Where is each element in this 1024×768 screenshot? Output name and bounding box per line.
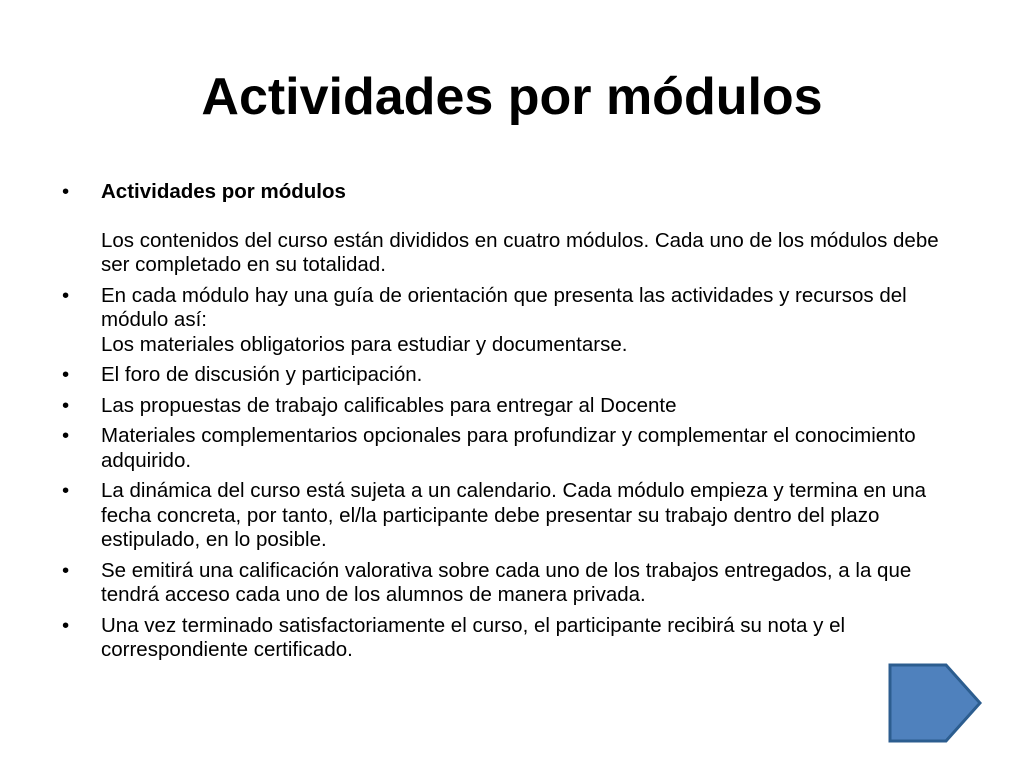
spacer: [101, 205, 967, 229]
list-item: [62, 363, 967, 388]
bullet-heading: Actividades por módulos: [101, 180, 346, 203]
bullet-text: Materiales complementarios opcionales para profundizar y complementar el conocimiento adquirido.: [101, 424, 916, 472]
list-item: [62, 394, 967, 419]
bullet-icon: •: [62, 283, 70, 307]
bullet-icon: •: [62, 180, 70, 203]
list-item: [62, 424, 967, 473]
bullet-subtext: Los materiales obligatorios para estudiar y documentarse.: [101, 332, 628, 356]
bullet-icon: •: [62, 424, 70, 447]
bullet-text: Se emitirá una calificación valorativa sobre cada uno de los trabajos entregados, a la que tendrá acceso cada uno de los alumnos de manera privada.: [101, 558, 912, 606]
list-item: [62, 614, 967, 663]
list-item: [62, 559, 967, 608]
bullet-text: El foro de discusión y participación.: [101, 363, 423, 386]
bullet-icon: •: [62, 393, 70, 417]
list-item: [62, 479, 967, 553]
bullet-list: [62, 180, 967, 669]
list-item: [62, 284, 967, 358]
next-slide-button[interactable]: [888, 663, 984, 743]
next-arrow-icon[interactable]: [888, 663, 984, 743]
bullet-icon: •: [62, 363, 70, 386]
bullet-text: En cada módulo hay una guía de orientación que presenta las actividades y recursos del módulo así:: [101, 283, 907, 331]
bullet-text: Las propuestas de trabajo calificables para entregar al Docente: [101, 393, 677, 417]
bullet-icon: •: [62, 613, 70, 637]
bullet-text: Una vez terminado satisfactoriamente el curso, el participante recibirá su nota y el correspondiente certificado.: [101, 613, 846, 661]
bullet-icon: •: [62, 479, 70, 502]
bullet-text: Los contenidos del curso están divididos en cuatro módulos. Cada uno de los módulos debe ser completado en su totalidad.: [101, 228, 939, 276]
bullet-icon: •: [62, 558, 70, 582]
bullet-text: La dinámica del curso está sujeta a un calendario. Cada módulo empieza y termina en una fecha concreta, por tanto, el/la participante debe presentar su trabajo dentro del plazo estipulado, en lo posible.: [101, 479, 927, 551]
slide-title: Actividades por módulos: [201, 68, 823, 126]
list-item: [62, 180, 967, 278]
